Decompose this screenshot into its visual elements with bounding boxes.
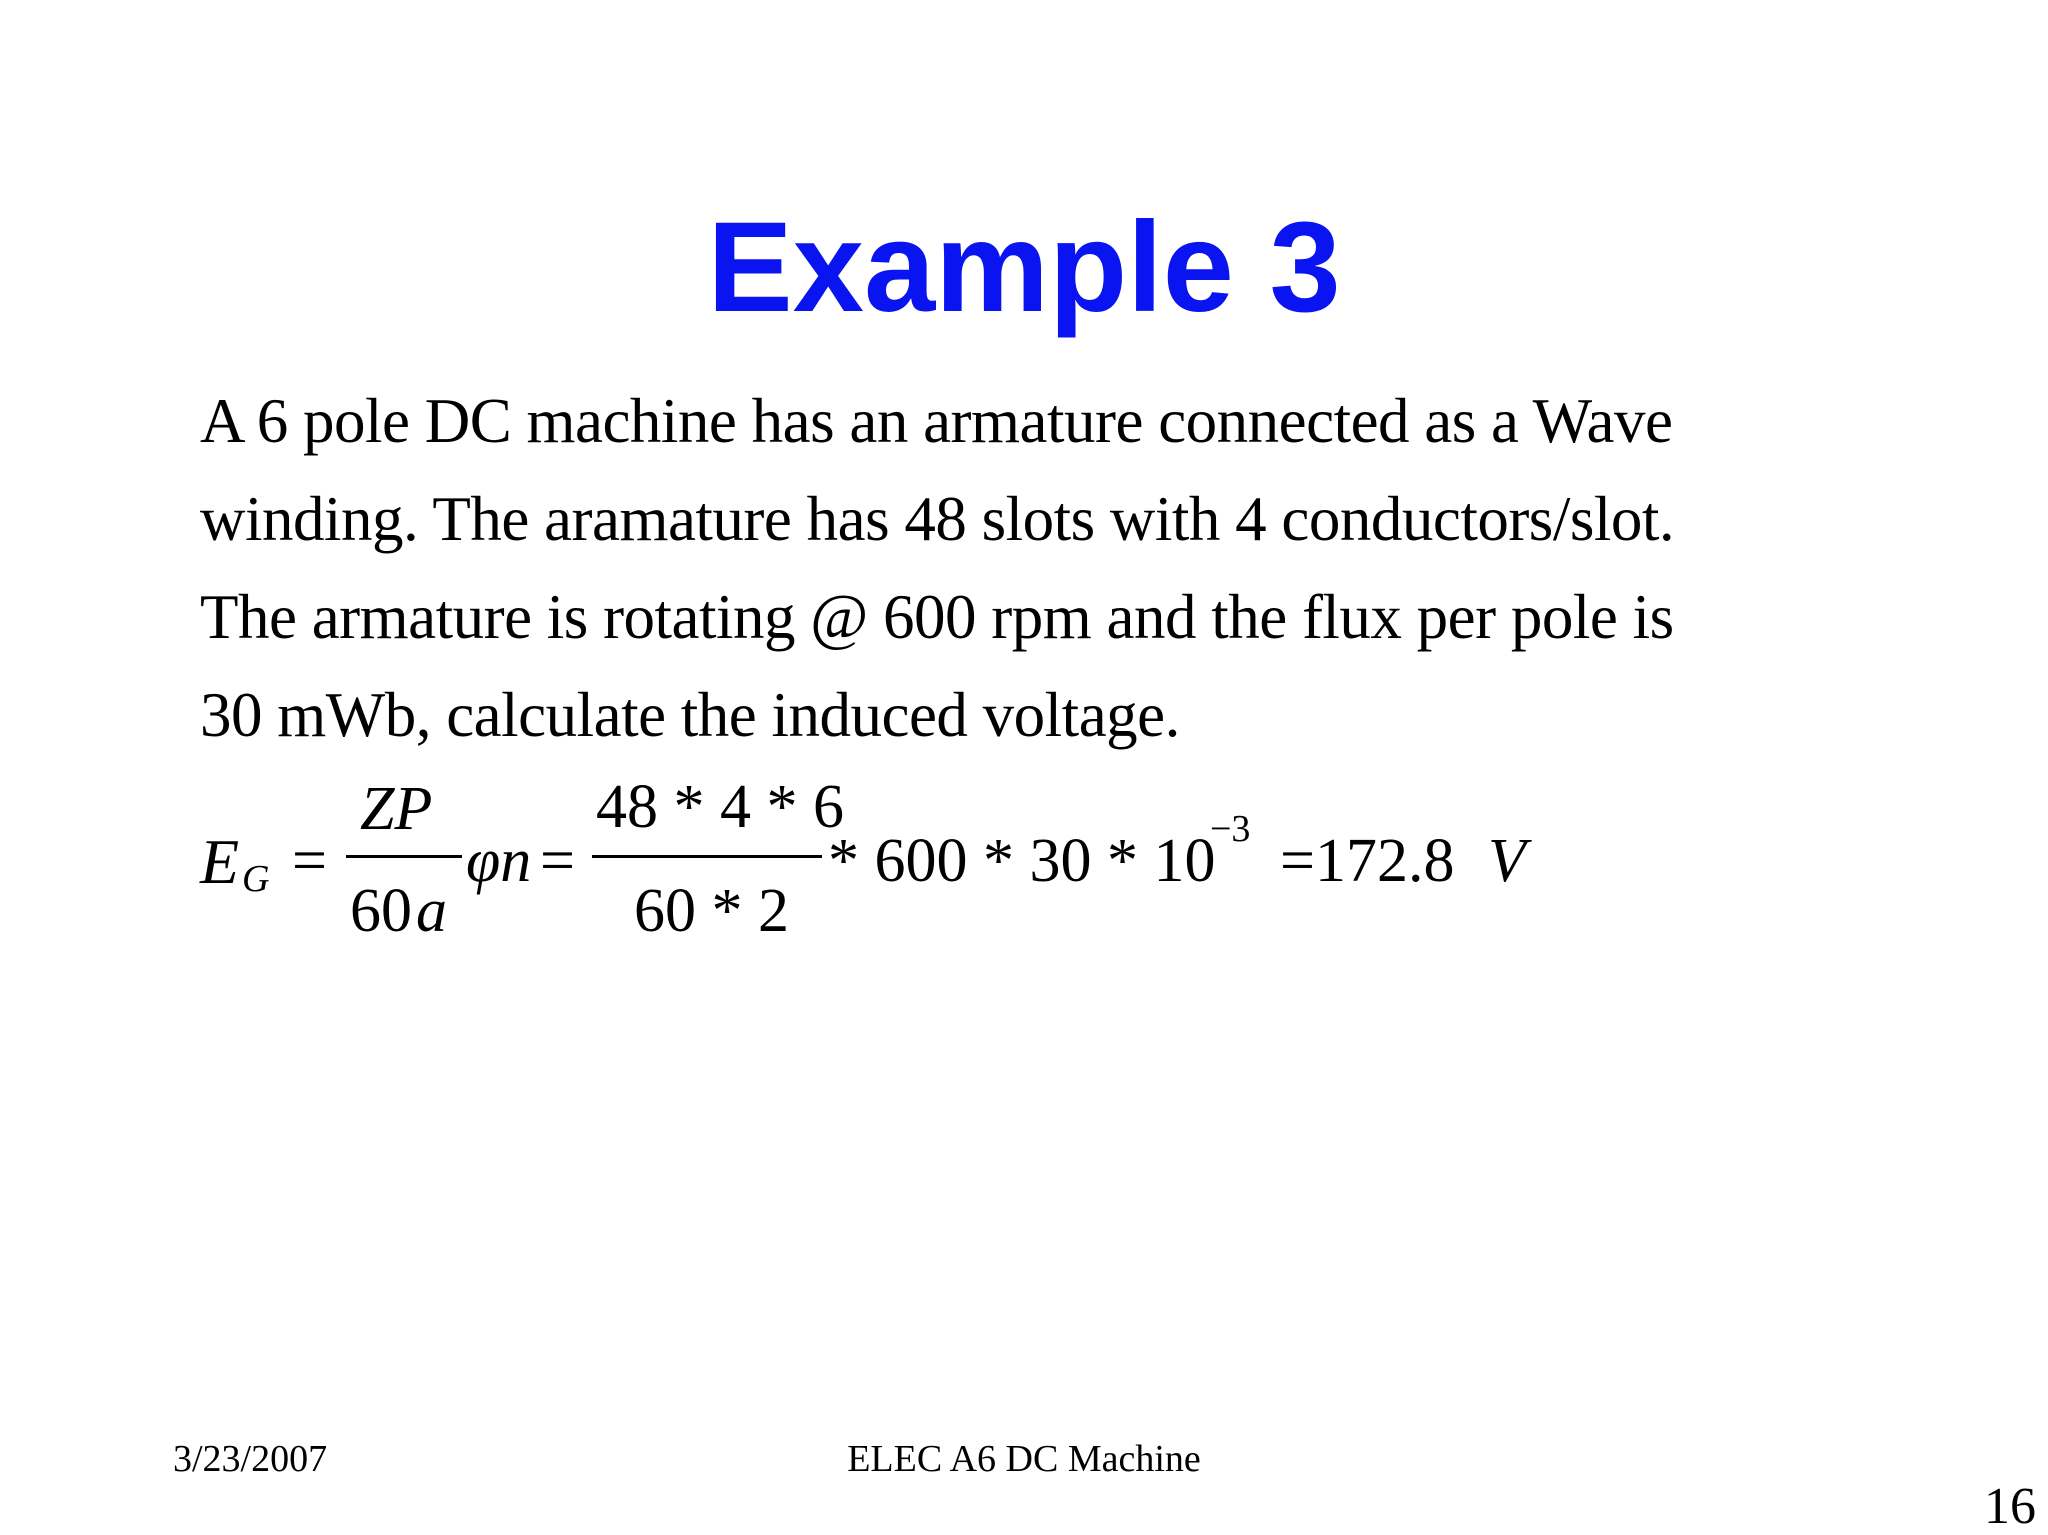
eq-lhs-variable: E xyxy=(200,826,240,897)
eq-exponent: −3 xyxy=(1210,808,1251,850)
eq-equals-2: = xyxy=(540,827,575,895)
eq-flux-speed: φn xyxy=(466,827,532,895)
eq-result: =172.8 xyxy=(1280,827,1455,895)
eq-frac1-bar xyxy=(346,855,462,858)
eq-frac1-denominator-number: 60 xyxy=(350,877,412,945)
problem-line-4: 30 mWb, calculate the induced voltage. xyxy=(200,680,1180,750)
footer-course-title: ELEC A6 DC Machine xyxy=(847,1438,1201,1480)
eq-frac1-denominator-variable: a xyxy=(416,877,447,945)
eq-equals-1: = xyxy=(292,827,327,895)
eq-lhs-subscript: G xyxy=(242,858,270,900)
problem-line-3: The armature is rotating @ 600 rpm and the flux per pole is xyxy=(200,582,1674,652)
eq-product: * 600 * 30 * 10 xyxy=(828,827,1216,895)
eq-unit: V xyxy=(1488,827,1526,895)
problem-line-1: A 6 pole DC machine has an armature connected as a Wave xyxy=(200,386,1673,456)
eq-frac1-numerator: ZP xyxy=(360,775,433,843)
induced-voltage-equation xyxy=(200,770,1526,950)
slide-title: Example 3 xyxy=(707,196,1341,339)
problem-statement xyxy=(200,372,1760,764)
slide-number: 16 xyxy=(1984,1478,2036,1535)
eq-frac2-denominator: 60 * 2 xyxy=(634,877,789,945)
footer-date: 3/23/2007 xyxy=(173,1438,328,1480)
eq-frac2-numerator: 48 * 4 * 6 xyxy=(596,773,844,841)
problem-line-2: winding. The aramature has 48 slots with 4 conductors/slot. xyxy=(200,484,1675,554)
eq-frac2-bar xyxy=(592,855,822,858)
